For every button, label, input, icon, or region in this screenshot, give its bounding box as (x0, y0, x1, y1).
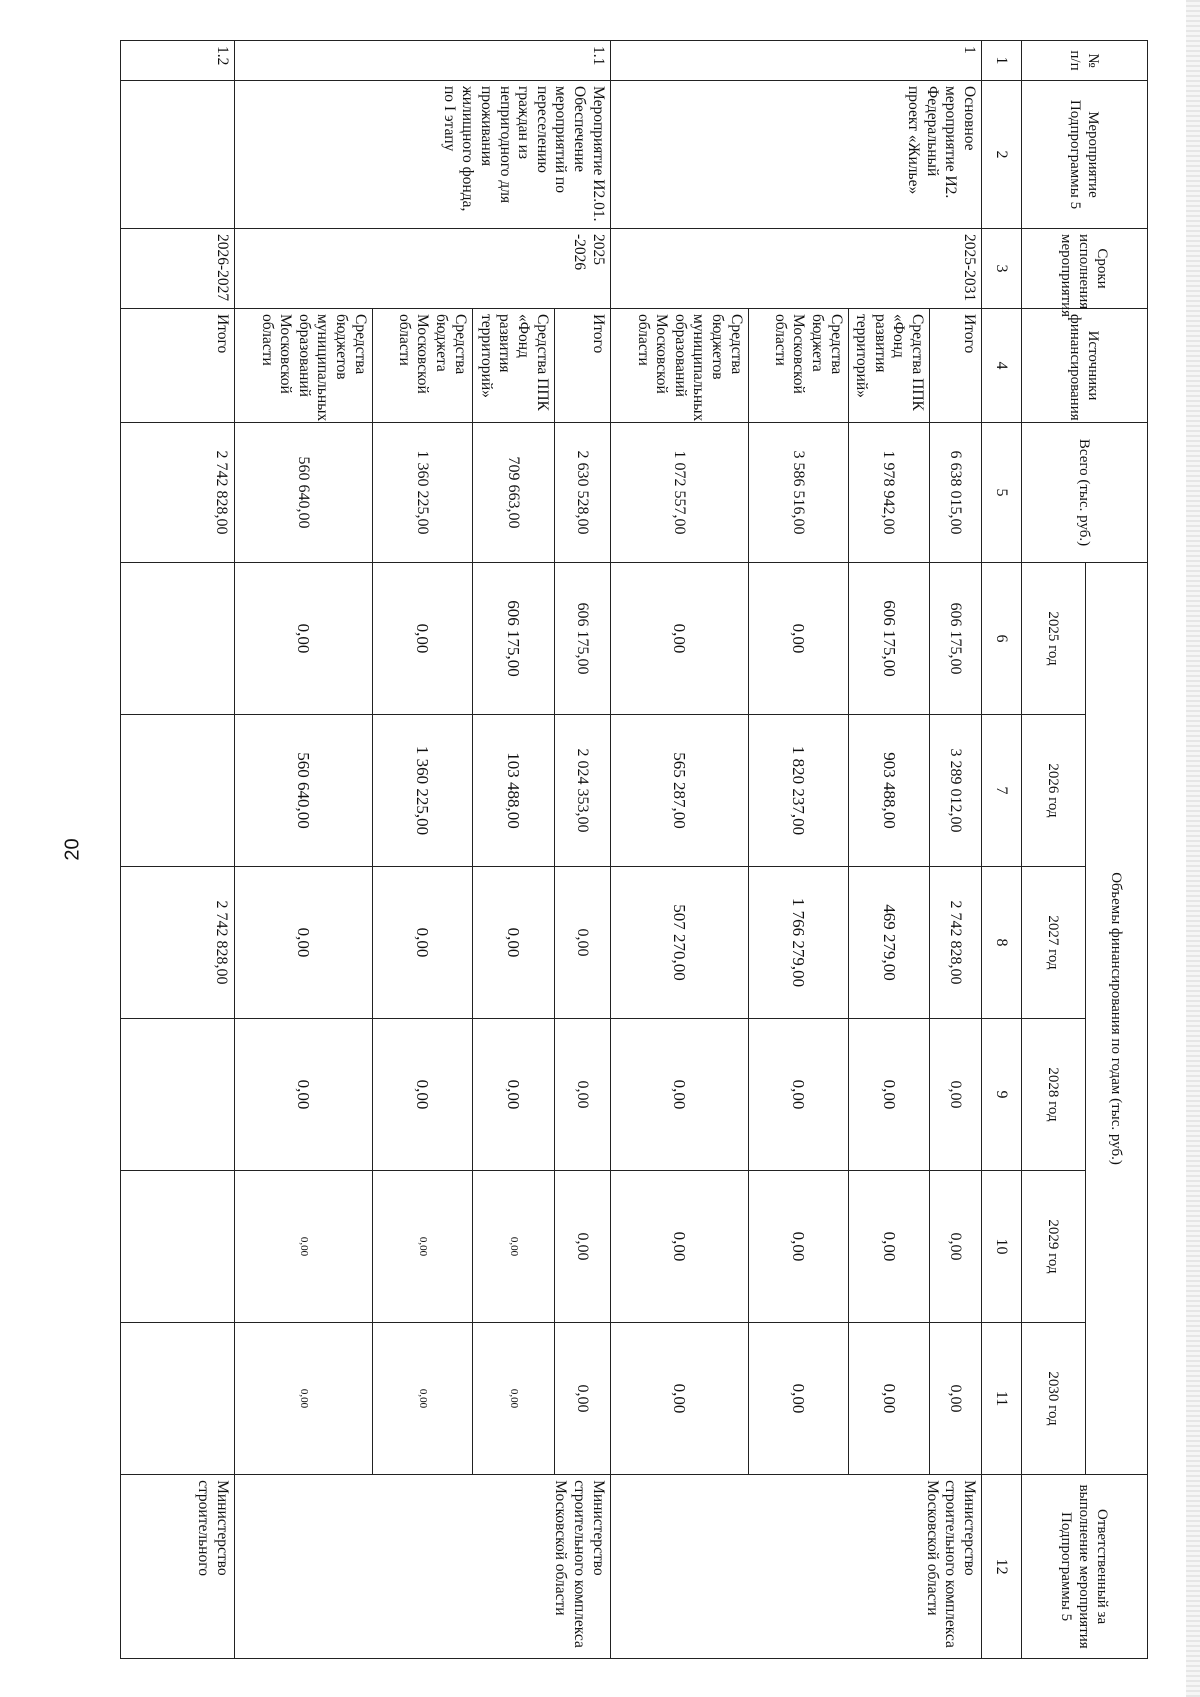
row-total: 560 640,00 (234, 423, 372, 563)
row-value-2029: 0,00 (848, 1171, 929, 1323)
row-value-2025: 606 175,00 (930, 563, 982, 715)
row-terms: 2026-2027 (121, 229, 235, 309)
row-value-2026 (121, 715, 235, 867)
row-value-2028: 0,00 (372, 1019, 472, 1171)
row-source: Средства ППК «Фонд развития территорий» (848, 309, 929, 423)
row-value-2025: 606 175,00 (848, 563, 929, 715)
row-value-2029: 0,00 (610, 1171, 748, 1323)
financing-table (120, 40, 1148, 1659)
row-value-2027: 2 742 828,00 (930, 867, 982, 1019)
row-value-2028: 0,00 (848, 1019, 929, 1171)
header-sources: Источники финансирования (1022, 309, 1148, 423)
row-source: Итого (121, 309, 235, 423)
row-total: 3 586 516,00 (748, 423, 848, 563)
column-number: 11 (982, 1323, 1022, 1475)
row-total: 6 638 015,00 (930, 423, 982, 563)
row-value-2029: 0,00 (748, 1171, 848, 1323)
row-num: 1.2 (121, 41, 235, 81)
row-value-2028: 0,00 (930, 1019, 982, 1171)
row-total: 2 742 828,00 (121, 423, 235, 563)
row-value-2030: 0,00 (234, 1323, 372, 1475)
row-value-2029 (121, 1171, 235, 1323)
row-value-2028: 0,00 (610, 1019, 748, 1171)
column-number: 6 (982, 563, 1022, 715)
row-value-2027: 1 766 279,00 (748, 867, 848, 1019)
row-num: 1 (610, 41, 981, 81)
row-responsible: Министерство строительного комплекса Московской области (234, 1475, 610, 1659)
row-value-2029: 0,00 (372, 1171, 472, 1323)
row-value-2027: 469 279,00 (848, 867, 929, 1019)
row-responsible: Министерство строительного (121, 1475, 235, 1659)
row-value-2029: 0,00 (554, 1171, 610, 1323)
header-responsible: Ответственный за выполнение мероприятия Подпрограммы 5 (1022, 1475, 1148, 1659)
row-value-2027: 0,00 (372, 867, 472, 1019)
header-year: 2025 год (1022, 563, 1086, 715)
column-number: 9 (982, 1019, 1022, 1171)
header-year: 2028 год (1022, 1019, 1086, 1171)
row-responsible: Министерство строительного комплекса Московской области (610, 1475, 981, 1659)
row-value-2027: 0,00 (472, 867, 554, 1019)
row-value-2029: 0,00 (472, 1171, 554, 1323)
column-number: 2 (982, 81, 1022, 229)
row-value-2026: 103 488,00 (472, 715, 554, 867)
row-value-2025: 0,00 (610, 563, 748, 715)
row-source: Средства ППК «Фонд развития территорий» (472, 309, 554, 423)
row-value-2027: 507 270,00 (610, 867, 748, 1019)
row-value-2026: 560 640,00 (234, 715, 372, 867)
row-value-2030 (121, 1323, 235, 1475)
row-total: 709 663,00 (472, 423, 554, 563)
row-value-2027: 0,00 (234, 867, 372, 1019)
header-num: № п/п (1022, 41, 1148, 81)
row-value-2029: 0,00 (930, 1171, 982, 1323)
table-row (554, 41, 610, 1659)
header-year: 2030 год (1022, 1323, 1086, 1475)
header-total: Всего (тыс. руб.) (1022, 423, 1148, 563)
table-row (121, 41, 235, 1659)
row-value-2027: 2 742 828,00 (121, 867, 235, 1019)
row-value-2026: 1 360 225,00 (372, 715, 472, 867)
row-value-2026: 2 024 353,00 (554, 715, 610, 867)
column-number: 1 (982, 41, 1022, 81)
row-value-2026: 903 488,00 (848, 715, 929, 867)
rotated-table-container (120, 40, 1148, 1658)
row-event (121, 81, 235, 229)
row-source: Средства бюджета Московской области (748, 309, 848, 423)
row-value-2025: 0,00 (234, 563, 372, 715)
page-number: 20 (61, 838, 84, 861)
row-total: 1 978 942,00 (848, 423, 929, 563)
row-terms: 2025 -2026 (234, 229, 610, 309)
row-value-2030: 0,00 (472, 1323, 554, 1475)
row-value-2026: 565 287,00 (610, 715, 748, 867)
row-value-2027: 0,00 (554, 867, 610, 1019)
column-number: 12 (982, 1475, 1022, 1659)
header-terms: Сроки исполнения мероприятия (1022, 229, 1148, 309)
row-value-2030: 0,00 (554, 1323, 610, 1475)
header-year: 2026 год (1022, 715, 1086, 867)
row-value-2030: 0,00 (372, 1323, 472, 1475)
row-value-2025: 606 175,00 (472, 563, 554, 715)
column-number: 10 (982, 1171, 1022, 1323)
scan-edge (1186, 0, 1200, 1697)
row-source: Итого (930, 309, 982, 423)
row-value-2028: 0,00 (472, 1019, 554, 1171)
column-number: 4 (982, 309, 1022, 423)
column-number: 8 (982, 867, 1022, 1019)
header-year: 2027 год (1022, 867, 1086, 1019)
row-source: Итого (554, 309, 610, 423)
row-total: 1 360 225,00 (372, 423, 472, 563)
row-value-2030: 0,00 (610, 1323, 748, 1475)
row-value-2028: 0,00 (554, 1019, 610, 1171)
column-number: 5 (982, 423, 1022, 563)
row-source: Средства бюджета Московской области (372, 309, 472, 423)
row-terms: 2025-2031 (610, 229, 981, 309)
row-value-2028: 0,00 (748, 1019, 848, 1171)
header-year: 2029 год (1022, 1171, 1086, 1323)
row-value-2029: 0,00 (234, 1171, 372, 1323)
header-volumes: Объемы финансирования по годам (тыс. руб.) (1086, 563, 1148, 1475)
table-row (930, 41, 982, 1659)
row-value-2026: 3 289 012,00 (930, 715, 982, 867)
row-value-2028: 0,00 (234, 1019, 372, 1171)
column-number: 7 (982, 715, 1022, 867)
row-num: 1.1 (234, 41, 610, 81)
row-value-2030: 0,00 (930, 1323, 982, 1475)
row-total: 2 630 528,00 (554, 423, 610, 563)
row-value-2025: 606 175,00 (554, 563, 610, 715)
row-event: Основное мероприятие И2. Федеральный проект «Жилье» (610, 81, 981, 229)
row-value-2030: 0,00 (848, 1323, 929, 1475)
row-value-2025: 0,00 (748, 563, 848, 715)
row-value-2028 (121, 1019, 235, 1171)
row-value-2026: 1 820 237,00 (748, 715, 848, 867)
row-source: Средства бюджетов муниципальных образований Московской области (610, 309, 748, 423)
row-value-2025 (121, 563, 235, 715)
row-source: Средства бюджетов муниципальных образований Московской области (234, 309, 372, 423)
row-total: 1 072 557,00 (610, 423, 748, 563)
column-number: 3 (982, 229, 1022, 309)
header-event: Мероприятие Подпрограммы 5 (1022, 81, 1148, 229)
row-value-2030: 0,00 (748, 1323, 848, 1475)
row-event: Мероприятие И2.01. Обеспечение мероприятий по переселению граждан из непригодного для проживания жилищного фонда, по I этапу (234, 81, 610, 229)
row-value-2025: 0,00 (372, 563, 472, 715)
